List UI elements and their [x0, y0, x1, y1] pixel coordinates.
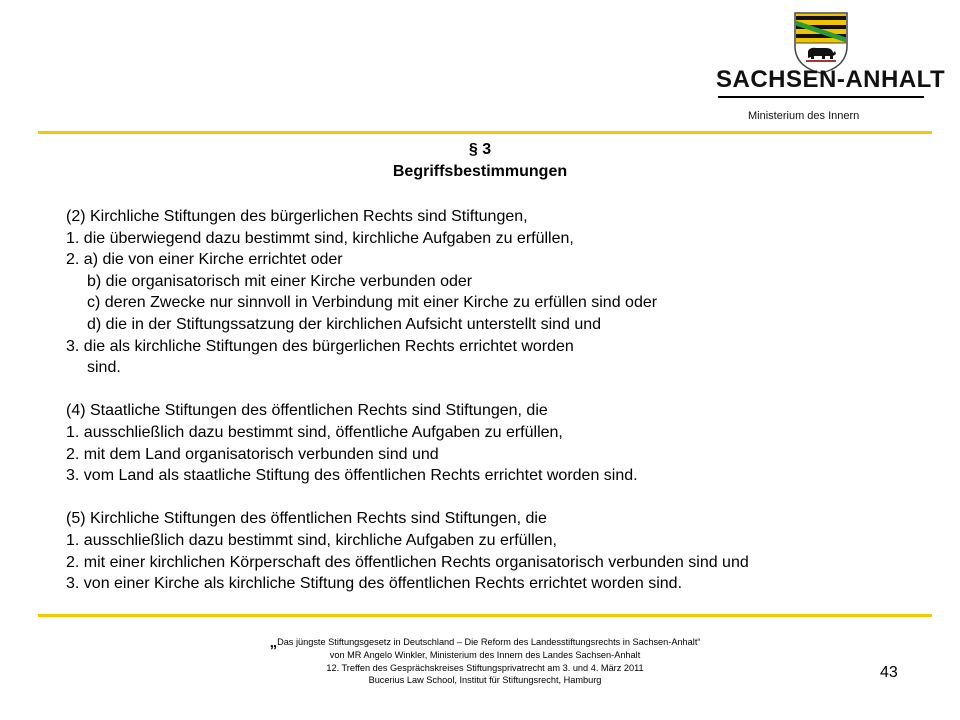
section-title: Begriffsbestimmungen: [392, 163, 568, 180]
paragraph-5-item: 2. mit einer kirchlichen Körperschaft des öffentlichen Rechts organisatorisch verbunden sind und: [66, 553, 749, 571]
paragraph-4-item: 2. mit dem Land organisatorisch verbunden sind und: [66, 445, 439, 463]
footer-citation: [160, 636, 810, 687]
paragraph-4-intro: (4) Staatliche Stiftungen des öffentlichen Rechts sind Stiftungen, die: [66, 402, 548, 420]
paragraph-5-item: 1. ausschließlich dazu bestimmt sind, kirchliche Aufgaben zu erfüllen,: [66, 531, 557, 549]
footer-title: Das jüngste Stiftungsgesetz in Deutschland – Die Reform des Landesstiftungsrechts in Sachsen-Anhalt“: [277, 637, 701, 647]
paragraph-2-item: sind.: [87, 359, 121, 377]
paragraph-2-intro: (2) Kirchliche Stiftungen des bürgerlichen Rechts sind Stiftungen,: [66, 208, 528, 225]
footer-venue: Bucerius Law School, Institut für Stiftungsrecht, Hamburg: [368, 675, 602, 686]
paragraph-2-item: d) die in der Stiftungssatzung der kirchlichen Aufsicht unterstellt sind und: [87, 315, 602, 333]
legal-text: [66, 206, 936, 595]
paragraph-5-item: 3. von einer Kirche als kirchliche Stiftung des öffentlichen Rechts errichtet worden sind.: [66, 575, 683, 593]
ministry-name: Ministerium des Innern: [748, 110, 860, 122]
paragraph-spacer: [66, 487, 936, 509]
paragraph-5-intro: (5) Kirchliche Stiftungen des öffentlichen Rechts sind Stiftungen, die: [66, 510, 547, 528]
paragraph-4-item: 3. vom Land als staatliche Stiftung des öffentlichen Rechts errichtet worden sind.: [66, 467, 638, 485]
bottom-accent-rule: [38, 614, 932, 617]
paragraph-2-item: b) die organisatorisch mit einer Kirche verbunden oder: [87, 272, 473, 290]
footer-event: 12. Treffen des Gesprächskreises Stiftungsprivatrecht am 3. und 4. März 2011: [326, 662, 644, 673]
paragraph-2-item: 2. a) die von einer Kirche errichtet oder: [66, 251, 343, 269]
top-accent-rule: [38, 131, 932, 134]
paragraph-2-item: c) deren Zwecke nur sinnvoll in Verbindung mit einer Kirche zu erfüllen sind oder: [87, 294, 658, 312]
paragraph-2-item: 3. die als kirchliche Stiftungen des bürgerlichen Rechts errichtet worden: [66, 337, 574, 355]
footer-author: von MR Angelo Winkler, Ministerium des Innern des Landes Sachsen-Anhalt: [329, 650, 641, 661]
brand-name: SACHSEN-ANHALT: [716, 66, 946, 93]
paragraph-spacer: [66, 379, 936, 401]
paragraph-number: § 3: [468, 141, 492, 158]
footer-title-line: [160, 636, 810, 649]
paragraph-4-item: 1. ausschließlich dazu bestimmt sind, öffentliche Aufgaben zu erfüllen,: [66, 423, 563, 441]
sachsen-anhalt-coat-of-arms-icon: [792, 12, 850, 74]
paragraph-2-item: 1. die überwiegend dazu bestimmt sind, kirchliche Aufgaben zu erfüllen,: [66, 229, 574, 247]
page-number: 43: [880, 664, 898, 681]
brand-underline: [718, 96, 924, 98]
footer-quote-mark: „: [269, 634, 278, 651]
